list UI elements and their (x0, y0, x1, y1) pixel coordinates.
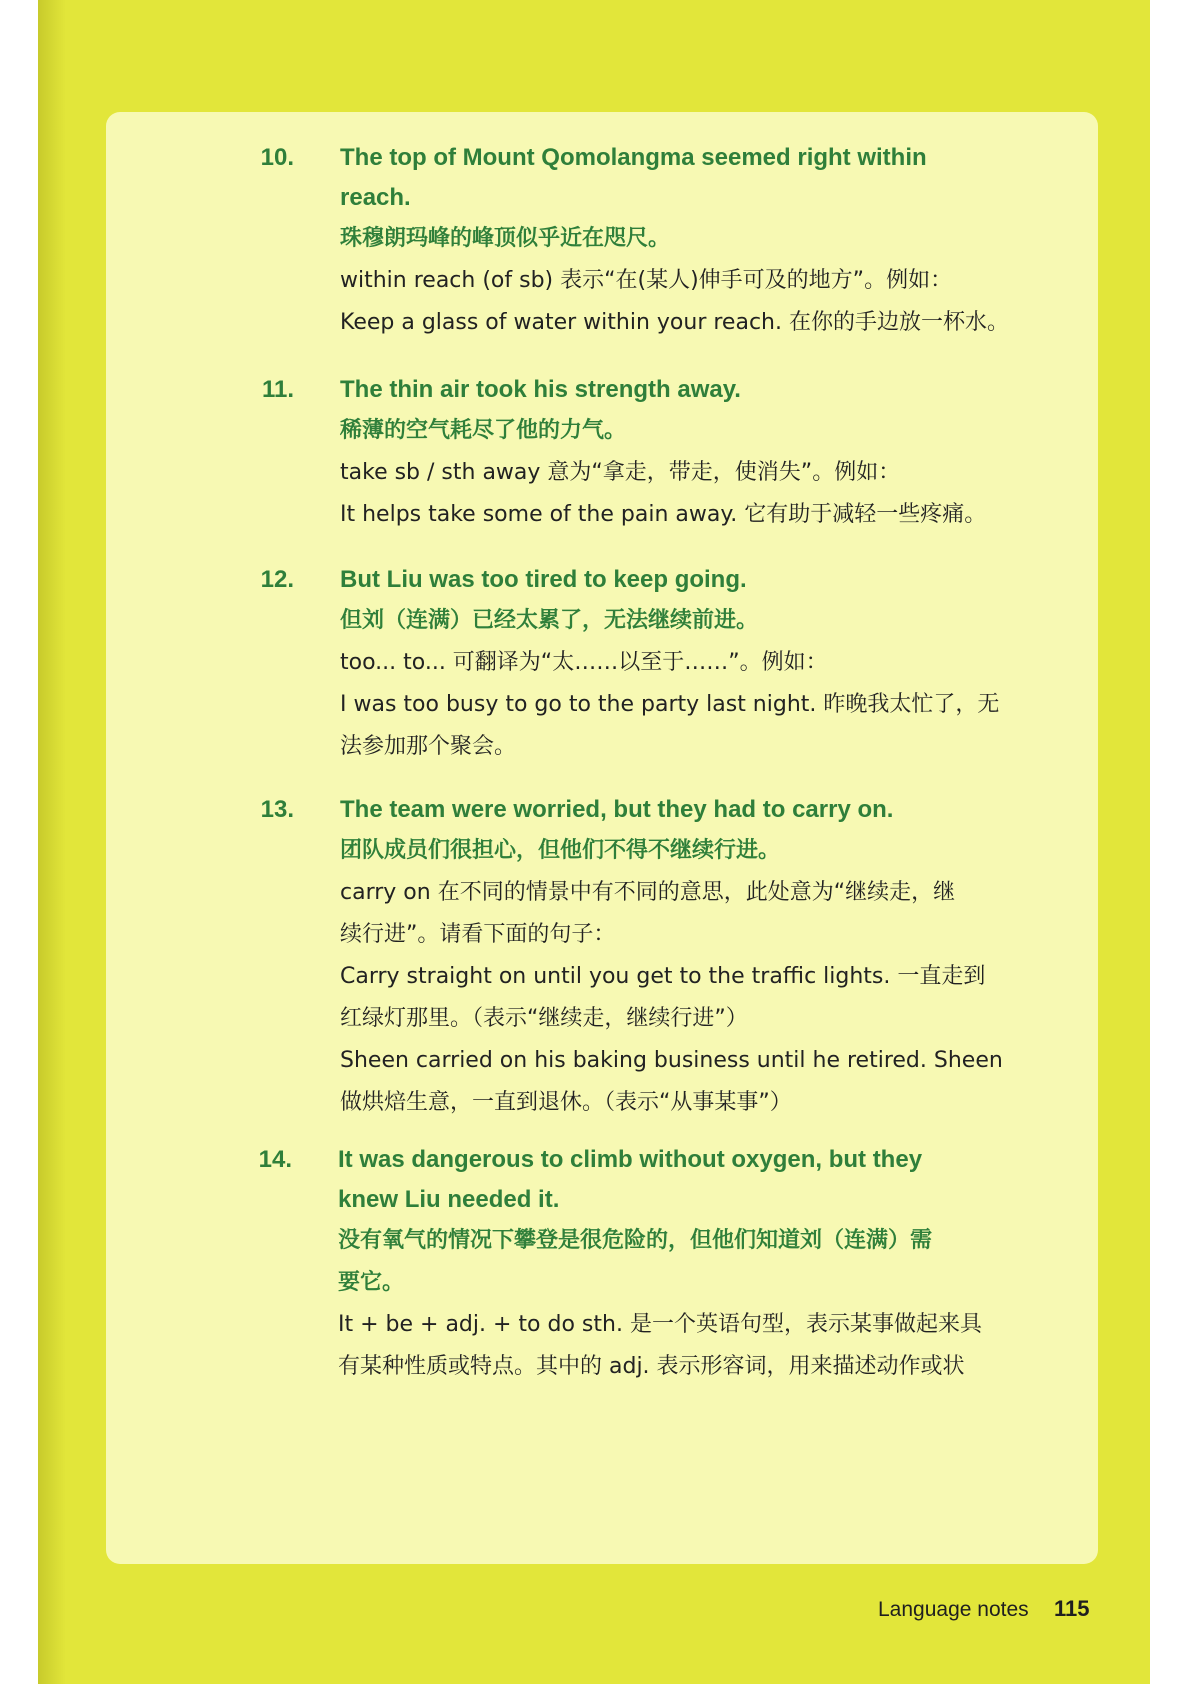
language-note (260, 138, 1018, 344)
note-heading-line: The top of Mount Qomolangma seemed right within (340, 144, 927, 171)
note-body-line: 红绿灯那里。（表示“继续走，继续行进”） (340, 1006, 748, 1031)
page-number: 115 (1054, 1596, 1090, 1621)
note-heading-line: knew Liu needed it. (338, 1186, 560, 1213)
note-body-line: Carry straight on until you get to the traffic lights. 一直走到 (340, 964, 986, 989)
footer-section-label: Language notes (878, 1598, 1029, 1621)
note-body-line: 做烘焙生意，一直到退休。（表示“从事某事”） (340, 1090, 792, 1115)
note-body-line: It helps take some of the pain away. 它有助于减轻一些疼痛。 (340, 502, 987, 527)
note-number: 13. (260, 796, 294, 823)
note-translation: 没有氧气的情况下攀登是很危险的，但他们知道刘（连满）需 (338, 1228, 933, 1253)
note-heading-line: reach. (340, 184, 411, 211)
note-body-line: carry on 在不同的情景中有不同的意思，此处意为“继续走，继 (340, 880, 956, 905)
note-heading-line: The thin air took his strength away. (340, 376, 741, 403)
note-body-line: Sheen carried on his baking business until he retired. Sheen (340, 1048, 1003, 1073)
note-body-line: too... to... 可翻译为“太……以至于……”。例如： (340, 650, 828, 675)
language-note (258, 1140, 1016, 1388)
note-number: 11. (261, 376, 294, 403)
note-body-line: 有某种性质或特点。其中的 adj. 表示形容词，用来描述动作或状 (338, 1354, 965, 1379)
note-translation: 稀薄的空气耗尽了他的力气。 (340, 418, 627, 443)
note-translation: 要它。 (338, 1270, 405, 1295)
note-body-line: 法参加那个聚会。 (340, 734, 517, 759)
note-translation: 团队成员们很担心，但他们不得不继续行进。 (340, 838, 781, 863)
note-heading-line: It was dangerous to climb without oxygen, but they (338, 1146, 923, 1173)
note-body-line: It + be + adj. + to do sth. 是一个英语句型，表示某事做起来具 (338, 1312, 982, 1337)
language-note (260, 790, 1018, 1124)
note-number: 14. (258, 1146, 292, 1173)
note-number: 12. (260, 566, 294, 593)
note-body-line: take sb / sth away 意为“拿走，带走，使消失”。例如： (340, 460, 901, 485)
note-heading-line: The team were worried, but they had to carry on. (340, 796, 894, 823)
note-translation: 珠穆朗玛峰的峰顶似乎近在咫尺。 (340, 226, 671, 251)
language-note (260, 560, 1018, 768)
note-body-line: within reach (of sb) 表示“在(某人)伸手可及的地方”。例如： (340, 268, 953, 293)
note-body-line: I was too busy to go to the party last night. 昨晚我太忙了，无 (340, 692, 1000, 717)
note-heading-line: But Liu was too tired to keep going. (340, 566, 747, 593)
note-body-line: Keep a glass of water within your reach. 在你的手边放一杯水。 (340, 310, 1009, 335)
note-body-line: 续行进”。请看下面的句子： (340, 922, 616, 947)
language-note (261, 370, 1018, 536)
note-number: 10. (260, 144, 294, 171)
note-translation: 但刘（连满）已经太累了，无法继续前进。 (340, 608, 759, 633)
